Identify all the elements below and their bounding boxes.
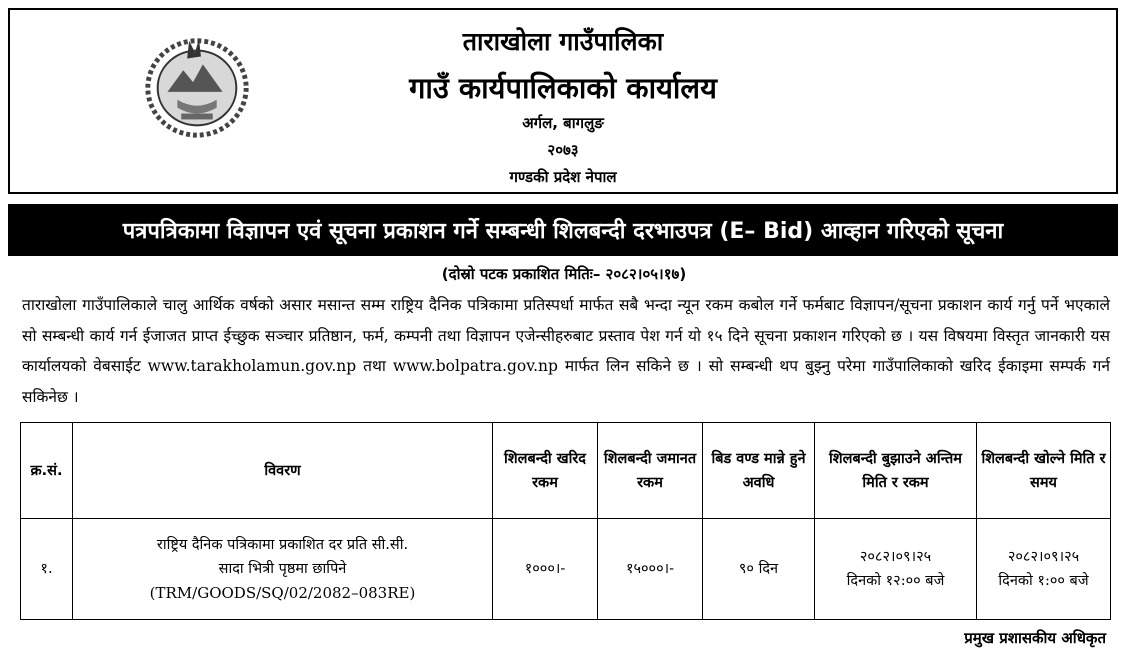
province-name: गण्डकी प्रदेश नेपाल (509, 168, 617, 186)
row-submit-time: दिनको १२:०० बजे (846, 573, 945, 589)
header-bond: बिड वण्ड मान्ने हुने अवधि (703, 423, 815, 519)
table-header-row (21, 423, 1111, 519)
row-submit (815, 519, 977, 620)
notice-body: ताराखोला गाउँपालिकाले चालु आर्थिक वर्षको असार मसान्त सम्म राष्ट्रिय दैनिक पत्रिकामा प्रतिस्पर्धा मार्फत सबै भन्दा न्यून रकम कबोल गर्ने फर्मबाट विज्ञापन/सूचना प्रकाशन कार्य गर्नु पर्ने भएकाले सो सम्बन्धी कार्य गर्न ईजाजत प्राप्त ईच्छुक सञ्चार प्रतिष्ठान, फर्म, कम्पनी तथा विज्ञापन एजेन्सीहरुबाट प्रस्ताव पेश गर्न यो १५ दिने सूचना प्रकाशन गरिएको छ । यस विषयमा विस्तृत जानकारी यस कार्यालयको वेबसाईट www.tarakholamun.gov.np तथा www.bolpatra.gov.np मार्फत लिन सकिने छ । सो सम्बन्धी थप बुझ्नु परेमा गाउँपालिकाको खरिद ईकाइमा सम्पर्क गर्न सकिनेछ । (22, 296, 1110, 406)
table-row (21, 519, 1111, 620)
header-open: शिलबन्दी खोल्ने मिति र समय (977, 423, 1111, 519)
row-submit-date: २०८२।०९।२५ (859, 549, 932, 565)
bid-table (20, 422, 1111, 620)
header-sn: क्र.सं. (21, 423, 73, 519)
row-desc-line1: राष्ट्रिय दैनिक पत्रिकामा प्रकाशित दर प्रति सी.सी. (156, 537, 409, 553)
row-guarantee: १५०००।- (598, 519, 703, 620)
header-description: विवरण (73, 423, 493, 519)
publication-date: (दोस्रो पटक प्रकाशित मितिः– २०८२।०५।१७) (441, 265, 687, 283)
row-purchase: १०००।- (493, 519, 598, 620)
header-submit: शिलबन्दी बुझाउने अन्तिम मिति र रकम (815, 423, 977, 519)
established-year: २०७३ (547, 141, 579, 159)
header-box (8, 8, 1118, 194)
row-open-date: २०८२।०९।२५ (1007, 549, 1080, 565)
office-address: अर्गल, बागलुङ (522, 114, 604, 132)
row-desc-ref: (TRM/GOODS/SQ/02/2082–083RE) (149, 584, 416, 602)
row-sn: १. (21, 519, 73, 620)
header-purchase: शिलबन्दी खरिद रकम (493, 423, 598, 519)
signature: प्रमुख प्रशासकीय अधिकृत (964, 629, 1106, 647)
office-name: गाउँ कार्यपालिकाको कार्यालय (409, 71, 717, 105)
row-desc-line2: सादा भित्री पृष्ठमा छापिने (218, 561, 347, 577)
row-description (73, 519, 493, 620)
header-guarantee: शिलबन्दी जमानत रकम (598, 423, 703, 519)
row-open-time: दिनको १:०० बजे (998, 573, 1089, 589)
notice-title: पत्रपत्रिकामा विज्ञापन एवं सूचना प्रकाशन गर्ने सम्बन्धी शिलबन्दी दरभाउपत्र (E– Bid) आव्हान गरिएको सूचना (8, 204, 1118, 256)
row-bond: ९० दिन (703, 519, 815, 620)
municipality-name: ताराखोला गाउँपालिका (462, 27, 664, 56)
row-open (977, 519, 1111, 620)
